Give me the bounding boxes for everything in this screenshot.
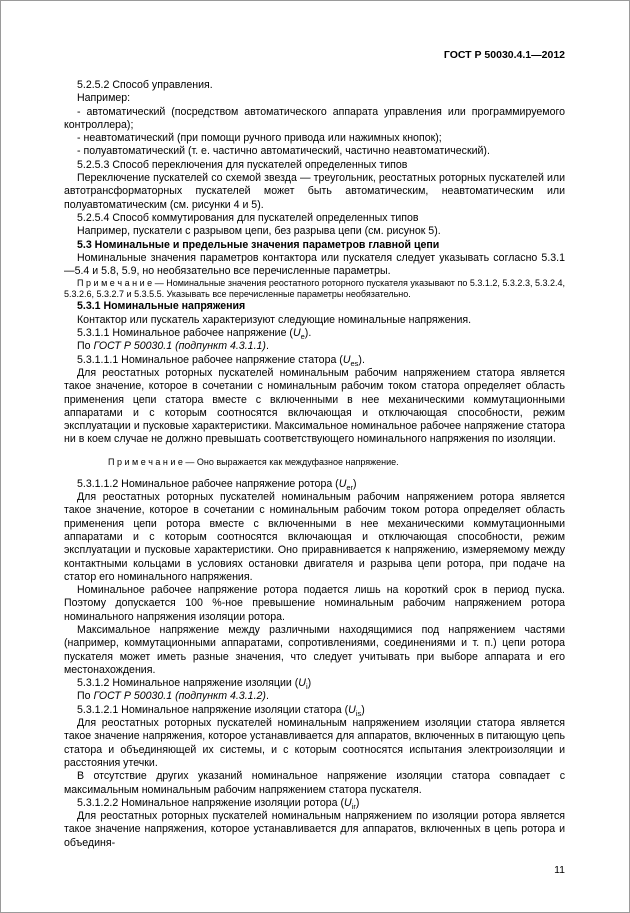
paragraph: Для реостатных роторных пускателей номинальным напряжением по изоляции ротора является такое значение напряжения, которое устанавливается для аппаратов, включенных в цепь ротора и объединя-	[64, 810, 565, 849]
paragraph: Для реостатных роторных пускателей номинальным рабочим напряжением ротора является такое значение, которое в сочетании с номинальным рабочим током ротора определяет область применения цепи ротора вместе с включенными в нее механическими коммутационными аппаратами и с которым соотносятся включающая и отключающая способности, режим эксплуатации и пусковые характеристики. Оно приравнивается к напряжению, измеряемому между контактными кольцами в условиях остановки двигателя и разрыва цепи ротора, при подаче на статор его номинального напряжения.	[64, 491, 565, 583]
paragraph: 5.3.1.2.2 Номинальное напряжение изоляции ротора $(U_{ir})$	[77, 796, 360, 811]
paragraph: Контактор или пускатель характеризуют следующие номинальные напряжения.	[77, 313, 472, 326]
note-paragraph: П р и м е ч а н и е — Номинальные значения реостатного роторного пускателя указывают по 5.3.1.2, 5.3.2.3, 5.3.2.4, 5.3.2.6, 5.3.2.7 и 5.3.5.5. Указывать все перечисленные параметры необязательно.	[64, 278, 565, 300]
note-paragraph: П р и м е ч а н и е — Оно выражается как междуфазное напряжение.	[108, 456, 399, 467]
paragraph: 5.3.1.2 Номинальное напряжение изоляции $(U_i)$	[77, 677, 312, 692]
paragraph: 5.3.1.1.2 Номинальное рабочее напряжение ротора $(U_{er})$	[77, 477, 357, 492]
paragraph: Для реостатных роторных пускателей номинальным напряжением изоляции статора является такое значение напряжения, которое устанавливается для аппаратов, включенных в питающую цепь статора и объединяющей их системы, и с которым соотносятся испытания электроизоляции и расстояния утечки.	[64, 717, 565, 769]
section-heading: 5.3 Номинальные и предельные значения параметров главной цепи	[77, 238, 440, 251]
paragraph: Переключение пускателей со схемой звезда — треугольник, реостатных роторных пускателей или автотрансформаторных пускателей может быть автоматическим, неавтоматическим или полуавтоматическим (см. рисунки 4 и 5).	[64, 172, 565, 211]
paragraph: По ГОСТ Р 50030.1 (подпункт 4.3.1.2).	[77, 690, 269, 703]
paragraph: - полуавтоматический (т. е. частично автоматический, частично неавтоматический).	[77, 145, 490, 158]
standard-designation: ГОСТ Р 50030.4.1—2012	[443, 49, 565, 61]
paragraph: 5.3.1.2.1 Номинальное напряжение изоляции статора $(U_{is})$	[77, 703, 365, 718]
page-number: 11	[554, 864, 565, 876]
paragraph: 5.3.1.1 Номинальное рабочее напряжение $(U_e)$.	[77, 327, 312, 342]
paragraph: - неавтоматический (при помощи ручного привода или нажимных кнопок);	[77, 132, 442, 145]
paragraph: По ГОСТ Р 50030.1 (подпункт 4.3.1.1).	[77, 340, 269, 353]
paragraph: Номинальное рабочее напряжение ротора подается лишь на короткий срок в период пуска. Поэтому допускается 100 %-ное превышение номинальным рабочим напряжением ротора номинального напряжения изоляции ротора.	[64, 584, 565, 623]
section-heading: 5.3.1 Номинальные напряжения	[77, 300, 246, 313]
paragraph: Например:	[77, 92, 131, 105]
paragraph: 5.2.5.3 Способ переключения для пускателей определенных типов	[77, 158, 408, 171]
paragraph: Для реостатных роторных пускателей номинальным рабочим напряжением статора является такое значение, которое в сочетании с номинальным рабочим током статора определяет область применения цепи статора вместе с включенными в нее механическими коммутационными аппаратами и с которым соотносятся включающая и отключающая способности, режим эксплуатации и пусковые характеристики. Максимальное номинальное рабочее напряжение статора ни в коем случае не должно превышать соответствующего номинального напряжения по изоляции.	[64, 366, 565, 446]
paragraph: - автоматический (посредством автоматического аппарата управления или программируемого контроллера);	[64, 105, 565, 131]
paragraph: Номинальные значения параметров контактора или пускателя следует указывать согласно 5.3.1—5.4 и 5.8, 5.9, но необязательно все перечисленные параметры.	[64, 251, 565, 278]
paragraph: В отсутствие других указаний номинальное напряжение изоляции статора совпадает с максимальным номинальным рабочим напряжением статора пускателя.	[64, 770, 565, 796]
document-body	[64, 79, 565, 852]
paragraph: 5.2.5.4 Способ коммутирования для пускателей определенных типов	[77, 211, 419, 224]
paragraph: 5.2.5.2 Способ управления.	[77, 79, 213, 91]
paragraph: 5.3.1.1.1 Номинальное рабочее напряжение статора $(U_{es})$.	[77, 353, 365, 368]
paragraph: Например, пускатели с разрывом цепи, без разрыва цепи (см. рисунок 5).	[77, 225, 441, 238]
paragraph: Максимальное напряжение между различными находящимися под напряжением частями (например, коммутационными аппаратами, сопротивлениями, соединениями и т. п.) цепи ротора пускателя может иметь разные значения, что следует учитывать при выборе аппарата и его местонахождения.	[64, 623, 565, 676]
